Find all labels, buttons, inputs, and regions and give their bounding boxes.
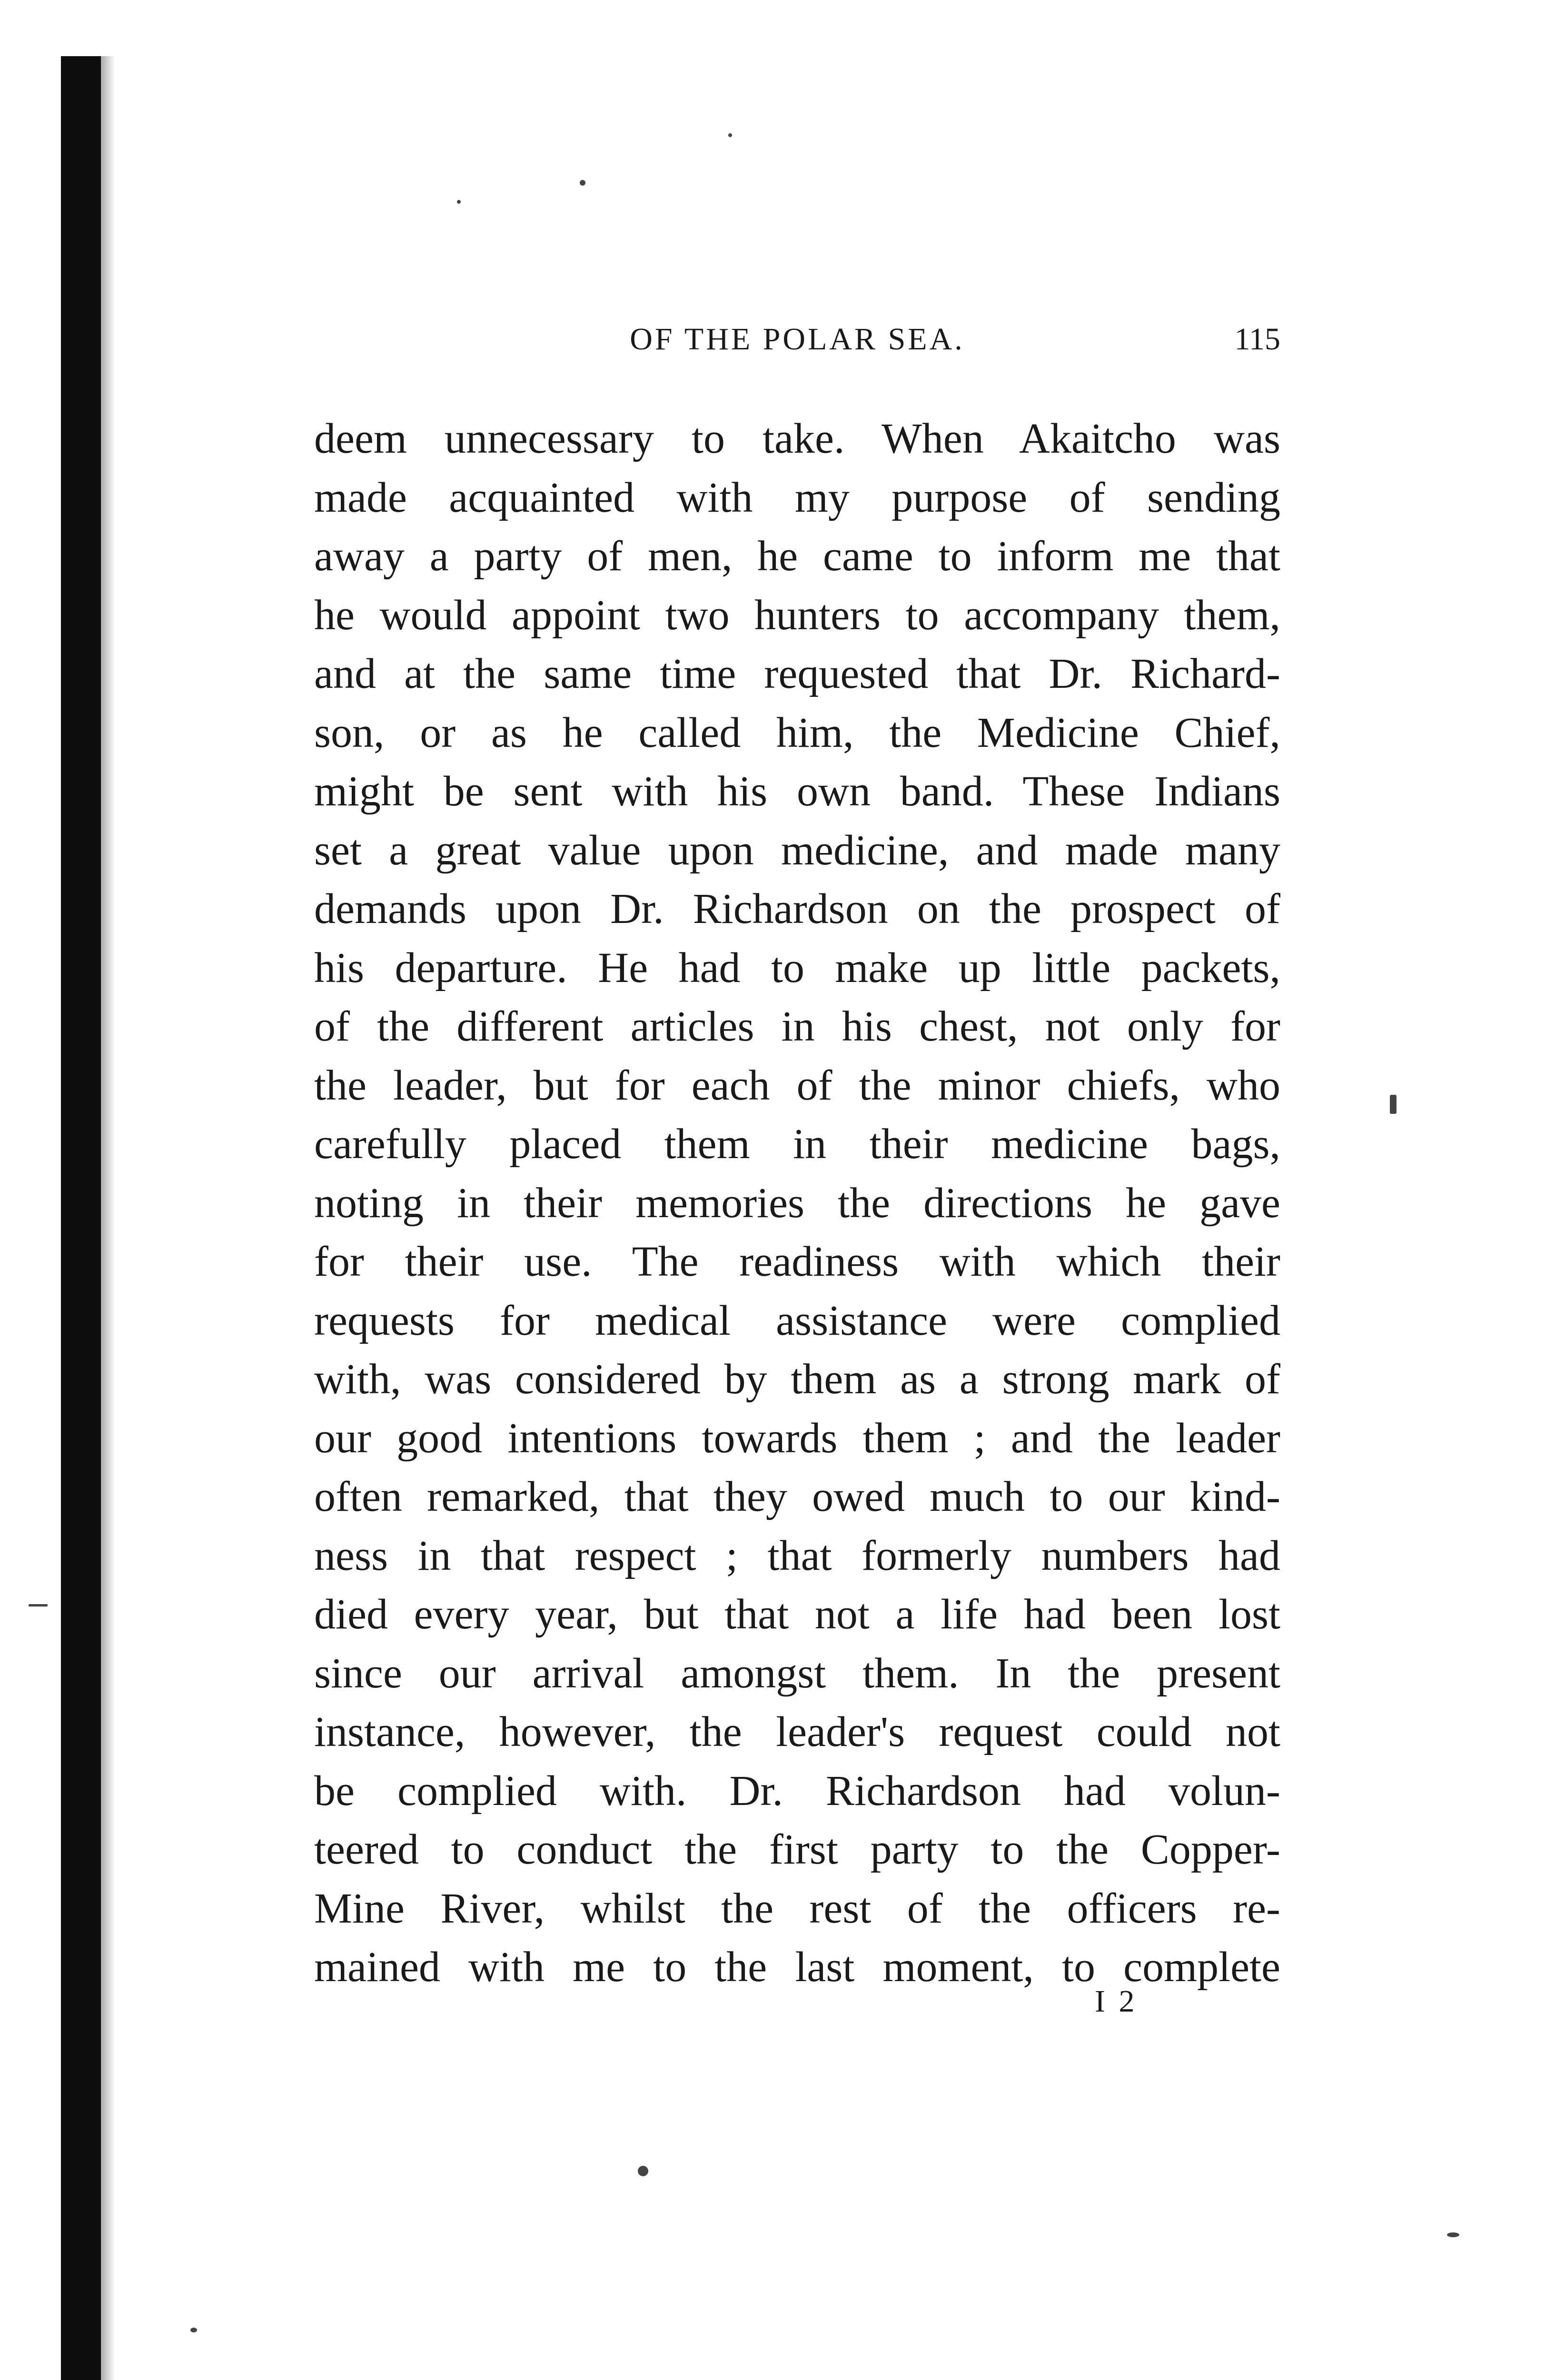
scan-speck bbox=[457, 200, 461, 204]
text-line: deem unnecessary to take. When Akaitcho was bbox=[314, 415, 1280, 462]
text-line: son, or as he called him, the Medicine Chief, bbox=[314, 709, 1280, 756]
text-line: demands upon Dr. Richardson on the prospect of bbox=[314, 885, 1280, 932]
text-line: instance, however, the leader's request could not bbox=[314, 1708, 1280, 1755]
running-title: OF THE POLAR SEA. bbox=[630, 322, 965, 357]
text-line: the leader, but for each of the minor chiefs, who bbox=[314, 1061, 1280, 1109]
text-line: of the different articles in his chest, not only for bbox=[314, 1003, 1280, 1050]
signature-mark: I 2 bbox=[1095, 1984, 1138, 2019]
scan-speck bbox=[29, 1604, 48, 1606]
text-line: teered to conduct the first party to the Copper- bbox=[314, 1826, 1280, 1873]
text-line: for their use. The readiness with which their bbox=[314, 1238, 1280, 1285]
text-line: set a great value upon medicine, and made many bbox=[314, 826, 1280, 874]
text-line: Mine River, whilst the rest of the officers re- bbox=[314, 1884, 1280, 1932]
text-line: noting in their memories the directions he gave bbox=[314, 1179, 1280, 1227]
text-line: be complied with. Dr. Richardson had volun- bbox=[314, 1767, 1280, 1815]
text-line: might be sent with his own band. These Indians bbox=[314, 768, 1280, 815]
text-line: since our arrival amongst them. In the present bbox=[314, 1649, 1280, 1697]
text-line: mained with me to the last moment, to complete bbox=[314, 1944, 1280, 1991]
scan-speck bbox=[1390, 1095, 1397, 1114]
text-line: with, was considered by them as a strong mark of bbox=[314, 1356, 1280, 1403]
text-line: he would appoint two hunters to accompany them, bbox=[314, 591, 1280, 639]
binding-shadow-gradient bbox=[101, 56, 115, 2380]
page-number: 115 bbox=[1234, 322, 1280, 357]
text-line: away a party of men, he came to inform me that bbox=[314, 533, 1280, 580]
text-line: requests for medical assistance were complied bbox=[314, 1297, 1280, 1344]
scan-speck bbox=[728, 133, 732, 137]
scan-speck bbox=[580, 180, 585, 186]
text-line: our good intentions towards them ; and the leader bbox=[314, 1414, 1280, 1462]
body-text bbox=[314, 409, 1280, 1997]
text-line: ness in that respect ; that formerly numbers had bbox=[314, 1532, 1280, 1579]
scan-speck bbox=[638, 2166, 648, 2176]
running-head bbox=[314, 318, 1280, 361]
scan-speck bbox=[1447, 2232, 1459, 2237]
text-line: often remarked, that they owed much to our kind- bbox=[314, 1473, 1280, 1520]
scan-speck bbox=[190, 2328, 197, 2332]
text-line: his departure. He had to make up little packets, bbox=[314, 944, 1280, 992]
binding-shadow bbox=[61, 56, 101, 2380]
text-line: died every year, but that not a life had been lost bbox=[314, 1591, 1280, 1638]
text-line: and at the same time requested that Dr. Richard- bbox=[314, 650, 1280, 697]
text-line: carefully placed them in their medicine bags, bbox=[314, 1121, 1280, 1168]
text-line: made acquainted with my purpose of sending bbox=[314, 474, 1280, 521]
